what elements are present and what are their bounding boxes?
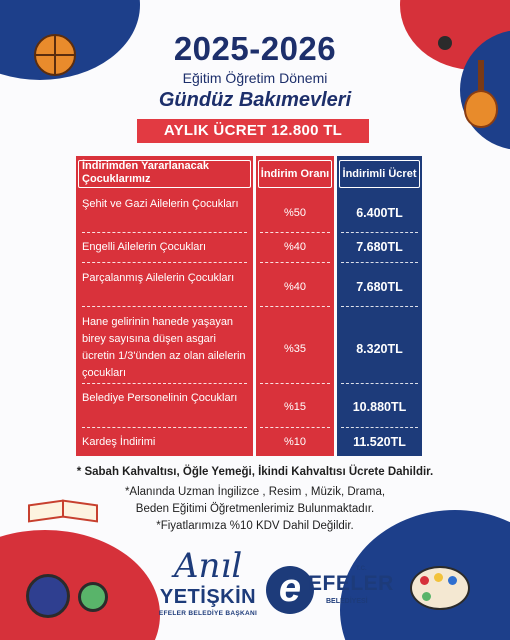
table-row-label: Parçalanmış Ailelerin Çocukları — [82, 272, 235, 284]
table-row-label: Belediye Personelinin Çocukları — [82, 392, 238, 404]
corner-shape-bottom-left — [0, 530, 160, 640]
efeler-e-icon: e — [266, 566, 314, 614]
flask-icon — [26, 574, 70, 618]
mayor-name: YETİŞKİN — [159, 586, 257, 608]
signature-script: Anıl — [174, 546, 243, 586]
table-row-label: Şehit ve Gazi Ailelerin Çocukları — [82, 198, 239, 210]
row-divider — [341, 306, 418, 307]
vat-note: *Fiyatlarımıza %10 KDV Dahil Değildir. — [156, 520, 354, 532]
row-divider — [82, 383, 247, 384]
row-divider — [82, 232, 247, 233]
row-divider — [341, 262, 418, 263]
meals-note: * Sabah Kahvaltısı, Öğle Yemeği, İkindi Kahvaltısı Ücrete Dahildir. — [76, 466, 434, 478]
table-row-price: 6.400TL — [356, 206, 403, 220]
table-row-price: 11.520TL — [353, 435, 406, 449]
table-row-rate: %35 — [283, 343, 307, 355]
small-flask-icon — [78, 582, 108, 612]
table-row-rate: %40 — [283, 281, 307, 293]
row-divider — [341, 232, 418, 233]
price-header: İndirimli Ücret — [342, 168, 417, 180]
teachers-note-line-2: Beden Eğitimi Öğretmenlerimiz Bulunmaktadır. — [135, 503, 375, 515]
rate-header: İndirim Oranı — [260, 168, 330, 180]
row-divider — [82, 427, 247, 428]
teachers-note-line-1: *Alanında Uzman İngilizce , Resim , Müzik, Drama, — [124, 486, 386, 498]
year-range: 2025-2026 — [173, 30, 337, 67]
table-row-rate: %50 — [283, 207, 307, 219]
municipality-tc: T.C. — [356, 566, 367, 572]
paint-palette-icon — [410, 566, 470, 610]
table-row-price: 8.320TL — [356, 342, 403, 356]
table-row-price: 7.680TL — [356, 280, 403, 294]
monthly-fee-banner: AYLIK ÜCRET 12.800 TL — [137, 119, 369, 143]
municipality-logo — [266, 566, 394, 616]
table-row-rate: %15 — [283, 401, 307, 413]
table-row-rate: %10 — [283, 436, 307, 448]
table-row-rate: %40 — [283, 241, 307, 253]
table-row-price: 10.880TL — [352, 400, 407, 414]
municipality-name: EFELER — [308, 572, 394, 595]
row-divider — [341, 383, 418, 384]
period-subtitle: Eğitim Öğretim Dönemi — [182, 70, 328, 86]
page-title: Gündüz Bakımevleri — [158, 89, 352, 111]
table-row-label: Hane gelirinin hanede yaşayan birey sayısına düşen asgari ücretin 1/3'ünden az olan ailelerin çocukları — [82, 316, 246, 379]
row-divider — [82, 262, 247, 263]
row-divider — [260, 262, 330, 263]
municipality-sub: BELEDİYESİ — [326, 598, 368, 605]
discount-table — [76, 156, 422, 456]
row-divider — [260, 427, 330, 428]
table-row-price: 7.680TL — [356, 240, 403, 254]
table-row-label: Engelli Ailelerin Çocukları — [82, 241, 207, 253]
row-divider — [82, 306, 247, 307]
label-header: İndirimden Yararlanacak Çocuklarımız — [82, 160, 209, 185]
mayor-signature-logo — [148, 548, 268, 628]
table-row-label: Kardeş İndirimi — [82, 436, 156, 448]
row-divider — [341, 427, 418, 428]
row-divider — [260, 232, 330, 233]
row-divider — [260, 306, 330, 307]
mayor-role: EFELER BELEDİYE BAŞKANI — [158, 610, 258, 617]
row-divider — [260, 383, 330, 384]
